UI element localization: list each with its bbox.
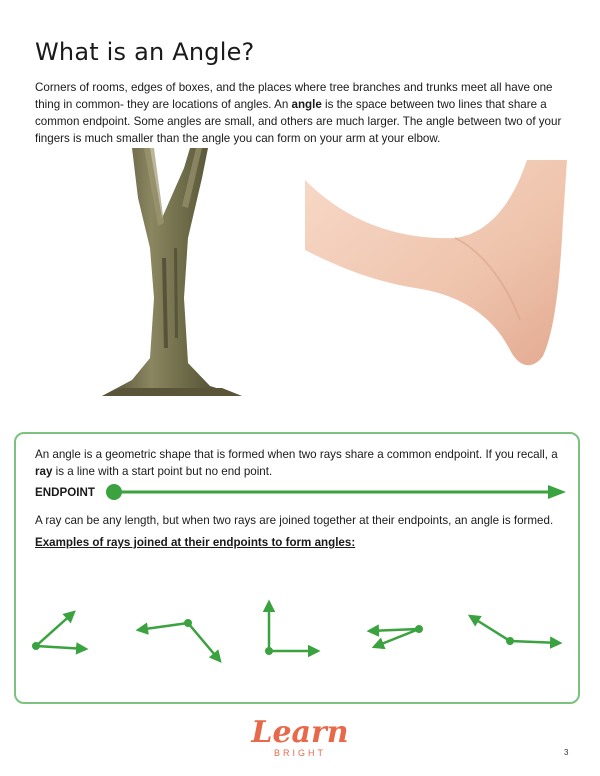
angle-example-2 [138,619,220,661]
ray-text-1: An angle is a geometric shape that is formed when two rays share a common endpoint. If you recall, a [35,448,558,461]
ray-endpoint-dot [106,484,122,500]
learn-bright-logo [248,716,352,768]
angle-example-4 [369,625,423,647]
intro-text-2: is the space between two lines that share a common endpoint. Some angles are small, and others are much larger. The angle between two of your fingers is much smaller than the angle you can form on your arm at your elbow. [35,98,562,145]
logo-subtitle: BRIGHT [273,748,326,758]
endpoint-label: ENDPOINT [35,486,95,499]
bent-arm-image [305,160,567,398]
ray-bold-word: ray [35,465,53,478]
page-title: What is an Angle? [35,38,255,66]
tree-trunk-image [92,148,252,400]
angle-example-5 [470,616,560,645]
ray-diagram [100,480,570,504]
examples-heading: Examples of rays joined at their endpoints to form angles: [35,536,356,549]
logo-word: Learn [251,715,349,750]
ray-definition-paragraph [35,446,570,480]
angle-formed-paragraph: A ray can be any length, but when two rays are joined together at their endpoints, an angle is formed. [35,514,554,527]
ray-arrowhead [548,485,566,499]
page-number: 3 [564,748,569,757]
ray-text-2: is a line with a start point but no end point. [52,465,273,478]
angle-example-1 [32,612,86,650]
intro-paragraph [35,79,567,147]
angle-example-3 [265,602,318,655]
angle-examples [14,590,580,670]
intro-text-1: Corners of rooms, edges of boxes, and the places where tree branches and trunks meet all have one thing in common- they are locations of angles. An [35,81,553,111]
intro-bold-angle: angle [291,98,322,111]
